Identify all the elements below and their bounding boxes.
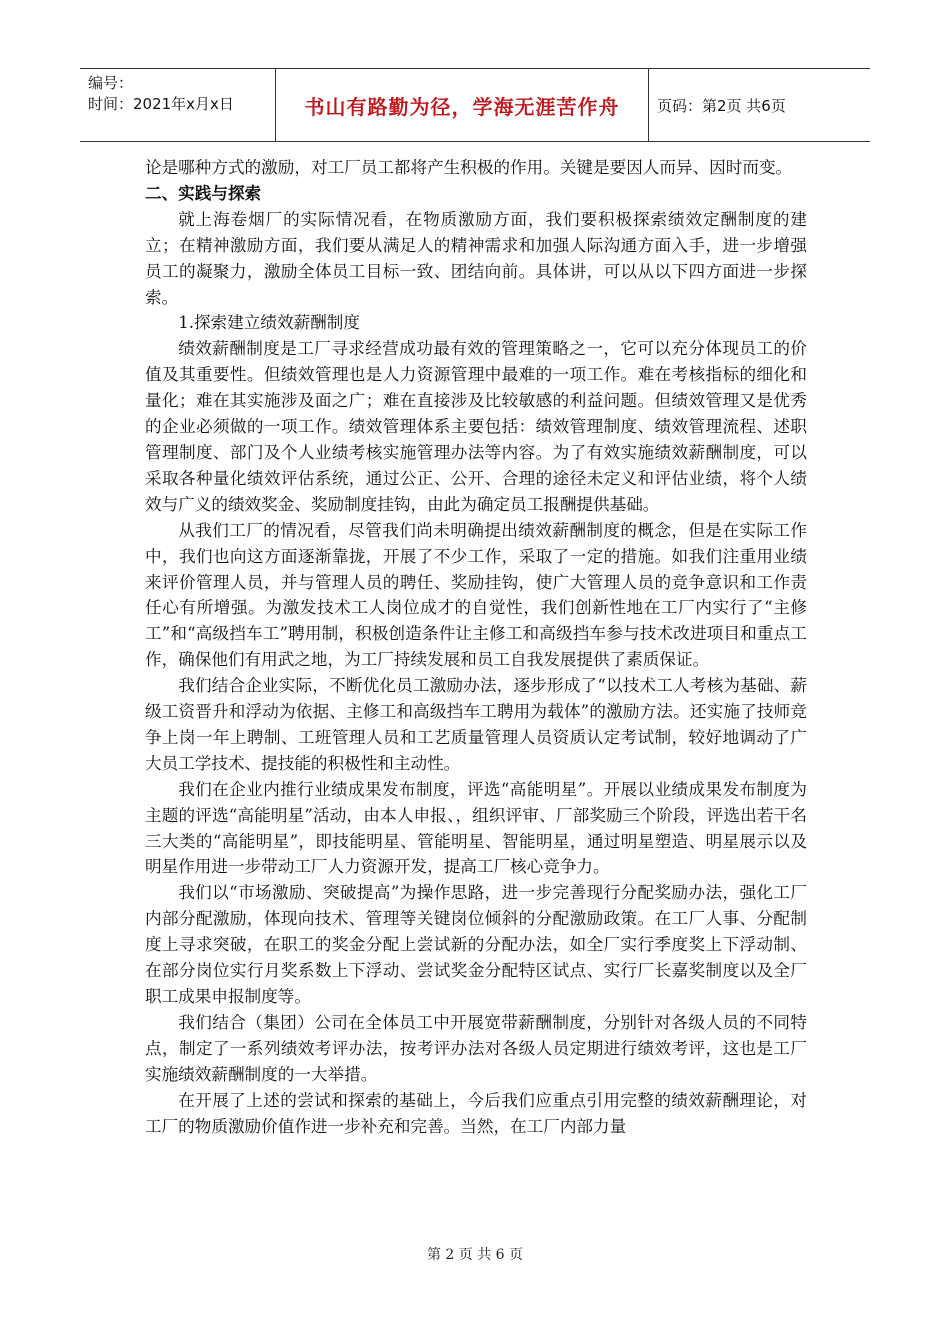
header-meta	[80, 69, 276, 141]
section-heading: 二、实践与探索	[145, 183, 262, 203]
subsection-heading: 1.探索建立绩效薪酬制度	[178, 313, 360, 333]
doc-date-label: 时间：2021年x月x日	[88, 95, 234, 113]
paragraph: 在开展了上述的尝试和探索的基础上，今后我们应重点引用完整的绩效薪酬理论，对工厂的物质激励价值作进一步补充和完善。当然，在工厂内部力量	[145, 1090, 807, 1136]
paragraph-continued: 论是哪种方式的激励，对工厂员工都将产生积极的作用。关键是要因人而异、因时而变。	[145, 158, 793, 177]
paragraph: 绩效薪酬制度是工厂寻求经营成功最有效的管理策略之一，它可以充分体现员工的价值及其重要性。但绩效管理也是人力资源管理中最难的一项工作。难在考核指标的细化和量化；难在其实施涉及面之广；难在直接涉及比较敏感的利益问题。但绩效管理又是优秀的企业必须做的一项工作。绩效管理体系主要包括：绩效管理制度、绩效管理流程、述职管理制度、部门及个人业绩考核实施管理办法等内容。为了有效实施绩效薪酬制度，可以采取各种量化绩效评估系统，通过公正、公开、合理的途径未定义和评估业绩，将个人绩效与广义的绩效奖金、奖励制度挂钩，由此为确定员工报酬提供基础。	[145, 339, 807, 514]
paragraph: 就上海卷烟厂的实际情况看，在物质激励方面，我们要积极探索绩效定酬制度的建立；在精神激励方面，我们要从满足人的精神需求和加强人际沟通方面入手，进一步增强员工的凝聚力，激励全体员工目标一致、团结向前。具体讲，可以从以下四方面进一步探索。	[145, 209, 807, 307]
document-body	[145, 155, 807, 1139]
paragraph: 我们结合企业实际，不断优化员工激励办法，逐步形成了“以技术工人考核为基础、薪级工资晋升和浮动为依据、主修工和高级挡车工聘用为载体”的激励方法。还实施了技师竞争上岗一年上聘制、工班管理人员和工艺质量管理人员资质认定考试制，较好地调动了广大员工学技术、提技能的积极性和主动性。	[145, 676, 807, 773]
paragraph: 我们在企业内推行业绩成果发布制度，评选“高能明星”。开展以业绩成果发布制度为主题的评选“高能明星”活动，由本人申报、，组织评审、厂部奖励三个阶段，评选出若干名三大类的“高能明星”，即技能明星、管能明星、智能明星，通过明星塑造、明星展示以及明星作用进一步带动工厂人力资源开发，提高工厂核心竞争力。	[145, 779, 807, 877]
header-motto: 书山有路勤为径，学海无涯苦作舟	[276, 69, 649, 141]
paragraph: 从我们工厂的情况看，尽管我们尚未明确提出绩效薪酬制度的概念，但是在实际工作中，我们也向这方面逐渐靠拢，开展了不少工作，采取了一定的措施。如我们注重用业绩来评价管理人员，并与管理人员的聘任、奖励挂钩，使广大管理人员的竞争意识和工作责任心有所增强。为激发技术工人岗位成才的自觉性，我们创新性地在工厂内实行了“主修工”和“高级挡车工”聘用制，积极创造条件让主修工和高级挡车参与技术改进项目和重点工作，确保他们有用武之地，为工厂持续发展和员工自我发展提供了素质保证。	[145, 520, 807, 670]
doc-code-label: 编号：	[88, 74, 134, 92]
header-page-number: 页码：第2页 共6页	[657, 96, 786, 115]
page-header	[80, 68, 870, 142]
paragraph: 我们以“市场激励、突破提高”为操作思路，进一步完善现行分配奖励办法，强化工厂内部分配激励，体现向技术、管理等关键岗位倾斜的分配激励政策。在工厂人事、分配制度上寻求突破，在职工的奖金分配上尝试新的分配办法，如全厂实行季度奖上下浮动制、在部分岗位实行月奖系数上下浮动、尝试奖金分配特区试点、实行厂长嘉奖制度以及全厂职工成果申报制度等。	[145, 883, 807, 1006]
page-footer: 第 2 页 共 6 页	[426, 1247, 524, 1263]
paragraph: 我们结合（集团）公司在全体员工中开展宽带薪酬制度，分别针对各级人员的不同特点，制定了一系列绩效考评办法，按考评办法对各级人员定期进行绩效考评，这也是工厂实施绩效薪酬制度的一大举措。	[145, 1012, 807, 1084]
